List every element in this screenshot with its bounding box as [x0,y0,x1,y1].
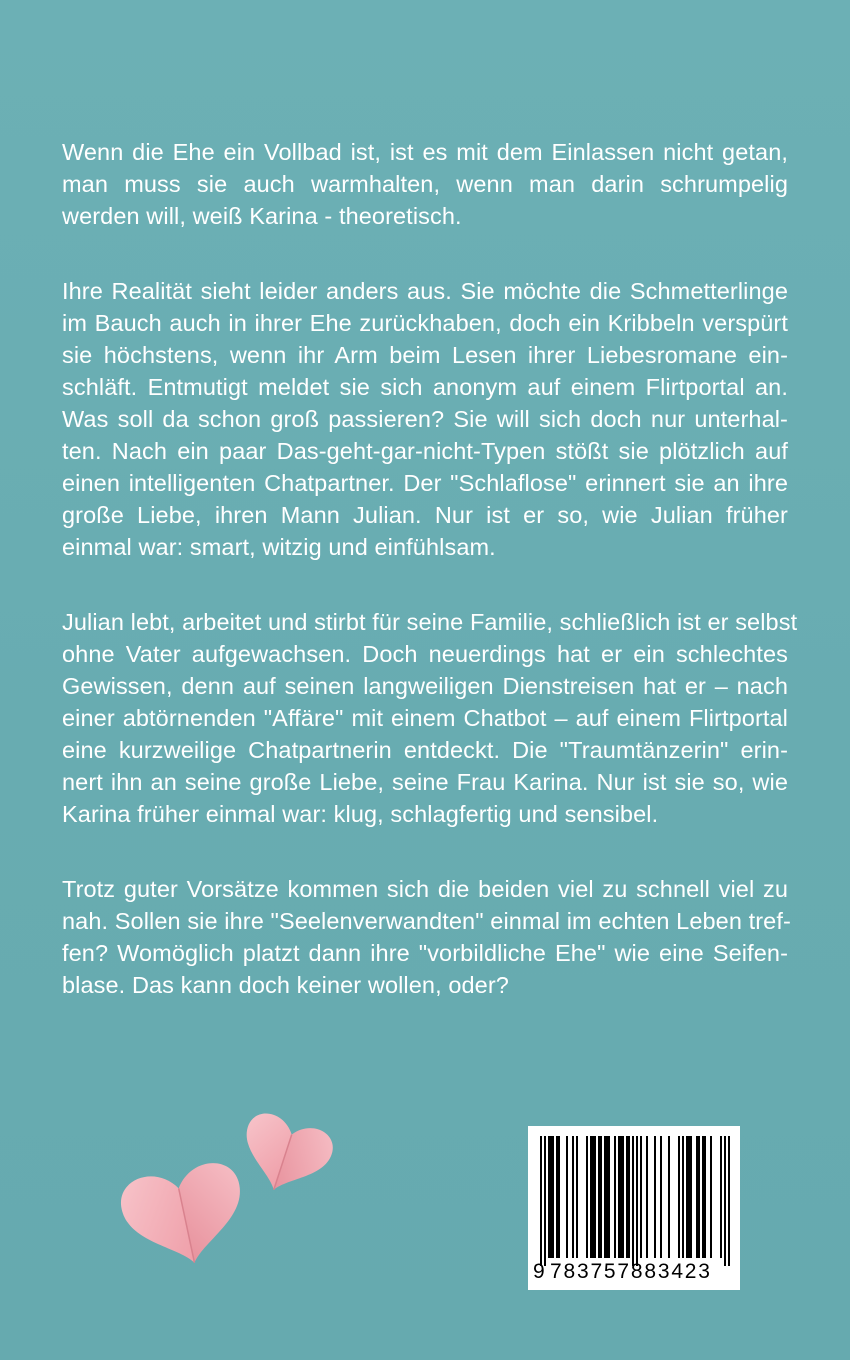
barcode-bar [594,1136,596,1258]
blurb-text [62,136,798,1001]
blurb-line: fen? Womöglich platzt dann ihre "vorbildliche Ehe" wie eine Seifen- [62,940,788,966]
barcode-bar [728,1136,730,1266]
barcode-bar [696,1136,698,1258]
blurb-line: ten. Nach ein paar Das-geht-gar-nicht-Typen stößt sie plötzlich auf [62,438,788,464]
barcode-bar [686,1136,688,1258]
barcode-bar [720,1136,722,1258]
blurb-line: einen intelligenten Chatpartner. Der "Schlaflose" erinnert sie an ihre [62,470,788,496]
barcode-bar [626,1136,628,1258]
blurb-line: nert ihn an seine große Liebe, seine Frau Karina. Nur ist sie so, wie [62,769,788,795]
barcode-bar [702,1136,704,1258]
small-heart-icon [232,1108,338,1203]
blurb-line: schläft. Entmutigt meldet sie sich anonym auf einem Flirtportal an. [62,374,788,400]
barcode-bar [598,1136,600,1258]
blurb-line: Was soll da schon groß passieren? Sie will sich doch nur unterhal- [62,406,788,432]
barcode-bar [632,1136,634,1266]
large-heart-icon [116,1158,253,1266]
barcode-bar [620,1136,622,1258]
isbn-digits: 783757883423 [550,1260,712,1283]
barcode-bar [628,1136,630,1258]
barcode-bar [618,1136,620,1258]
paragraph-gap [62,232,788,275]
blurb-line: große Liebe, ihren Mann Julian. Nur ist er so, wie Julian früher [62,502,788,528]
blurb-line: Julian lebt, arbeitet und stirbt für seine Familie, schließlich ist er selbst [62,609,798,635]
blurb-paragraph-3 [62,606,798,830]
blurb-paragraph-2 [62,275,788,563]
blurb-line: ohne Vater aufgewachsen. Doch neuerdings hat er ein schlechtes [62,641,788,667]
barcode-bar [544,1136,546,1266]
barcode-bar [558,1136,560,1258]
barcode-bar [576,1136,578,1258]
blurb-line: eine kurzweilige Chatpartnerin entdeckt. Die "Traumtänzerin" erin- [62,737,788,763]
barcode-bar [710,1136,712,1258]
blurb-paragraph-4 [62,873,791,1001]
isbn-number [528,1257,740,1287]
blurb-line: man muss sie auch warmhalten, wenn man darin schrumpelig [62,171,788,197]
blurb-line: einer abtörnenden "Affäre" mit einem Chatbot – auf einem Flirtportal [62,705,788,731]
barcode-bar [604,1136,606,1258]
barcode-bar [704,1136,706,1258]
barcode-bar [590,1136,592,1258]
barcode-bar [566,1136,568,1258]
barcode-bar [600,1136,602,1258]
blurb-line: einmal war: smart, witzig und einfühlsam. [62,534,496,560]
blurb-paragraph-1 [62,136,788,232]
barcode-bar [668,1136,670,1258]
barcode-bar [572,1136,574,1258]
barcode-bar [608,1136,610,1258]
blurb-line: sie höchstens, wenn ihr Arm beim Lesen ihrer Liebesromane ein- [62,342,788,368]
barcode-bar [548,1136,550,1258]
barcode-bar [698,1136,700,1258]
blurb-line: Trotz guter Vorsätze kommen sich die beiden viel zu schnell viel zu [62,876,788,902]
barcode-bar [688,1136,690,1258]
barcode-bar [682,1136,684,1258]
blurb-line: Gewissen, denn auf seinen langweiligen Dienstreisen hat er – nach [62,673,788,699]
paragraph-gap [62,830,788,873]
blurb-line: Wenn die Ehe ein Vollbad ist, ist es mit dem Einlassen nicht getan, [62,139,788,165]
barcode-bar [690,1136,692,1258]
barcode-bar [678,1136,680,1258]
barcode-bar [640,1136,642,1258]
barcode-bar [660,1136,662,1258]
barcode-bar [724,1136,726,1266]
barcode-bar [636,1136,638,1266]
barcode-bar [586,1136,588,1258]
blurb-line: im Bauch auch in ihrer Ehe zurückhaben, doch ein Kribbeln verspürt [62,310,788,336]
blurb-line: nah. Sollen sie ihre "Seelenverwandten" einmal im echten Leben tref- [62,908,791,934]
blurb-line: Karina früher einmal war: klug, schlagfertig und sensibel. [62,801,659,827]
barcode-bar [556,1136,558,1258]
barcode-bar [614,1136,616,1258]
barcode-bar [552,1136,554,1258]
barcode-bar [540,1136,542,1266]
barcode-bar [550,1136,552,1258]
blurb-line: werden will, weiß Karina - theoretisch. [62,203,462,229]
isbn-barcode [528,1126,740,1290]
barcode-bar [606,1136,608,1258]
paper-hearts-icon [110,1096,350,1266]
barcode-bar [592,1136,594,1258]
barcode-bar [646,1136,648,1258]
blurb-line: blase. Das kann doch keiner wollen, oder? [62,972,509,998]
paragraph-gap [62,563,788,606]
blurb-line: Ihre Realität sieht leider anders aus. Sie möchte die Schmetterlinge [62,278,788,304]
barcode-bar [654,1136,656,1258]
isbn-first-digit: 9 [533,1260,547,1283]
barcode-bar [622,1136,624,1258]
